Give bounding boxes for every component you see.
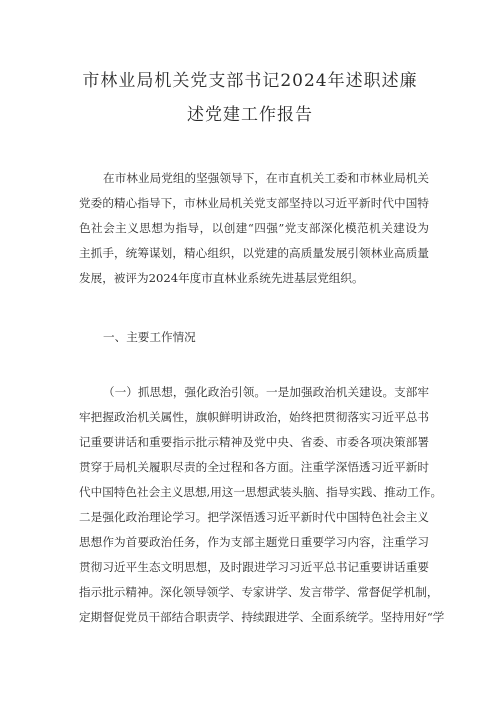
body-line: 代中国特色社会主义思想,用这一思想武装头脑、指导实践、推动工作。 (79, 485, 443, 499)
body-line: 二是强化政治理论学习。把学深悟透习近平新时代中国特色社会主义 (79, 510, 429, 524)
intro-line: 党委的精心指导下，市林业局机关党支部坚持以习近平新时代中国特 (79, 196, 429, 210)
intro-line: 色社会主义思想为指导，以创建“四强”党支部深化模范机关建设为 (79, 221, 429, 235)
section-heading: 一、主要工作情况 (103, 330, 196, 344)
body-line: 思想作为首要政治任务，作为支部主题党日重要学习内容，注重学习 (79, 535, 429, 549)
body-line: （一）抓思想，强化政治引领。一是加强政治机关建设。支部牢 (103, 385, 429, 399)
intro-line: 主抓手，统筹谋划，精心组织，以党建的高质量发展引领林业高质量 (79, 246, 429, 260)
intro-line: 在市林业局党组的坚强领导下，在市直机关工委和市林业局机关 (103, 171, 429, 185)
document-title-line-1: 市林业局机关党支部书记2024年述职述廉 (82, 71, 418, 91)
intro-line: 发展，被评为2024年度市直林业系统先进基层党组织。 (79, 271, 364, 285)
body-line: 指示批示精神。深化领导领学、专家讲学、发言带学、常督促学机制， (79, 585, 439, 599)
body-line: 牢把握政治机关属性，旗帜鲜明讲政治，始终把贯彻落实习近平总书 (79, 410, 429, 424)
body-line: 定期督促党员干部结合职责学、持续跟进学、全面系统学。坚持用好“学 (79, 610, 445, 624)
body-line: 记重要讲话和重要指示批示精神及党中央、省委、市委各项决策部署 (79, 435, 429, 449)
document-title-line-2: 述党建工作报告 (187, 105, 313, 125)
body-line: 贯穿于局机关履职尽责的全过程和各方面。注重学深悟透习近平新时 (79, 460, 429, 474)
body-line: 贯彻习近平生态文明思想，及时跟进学习习近平总书记重要讲话重要 (79, 560, 429, 574)
